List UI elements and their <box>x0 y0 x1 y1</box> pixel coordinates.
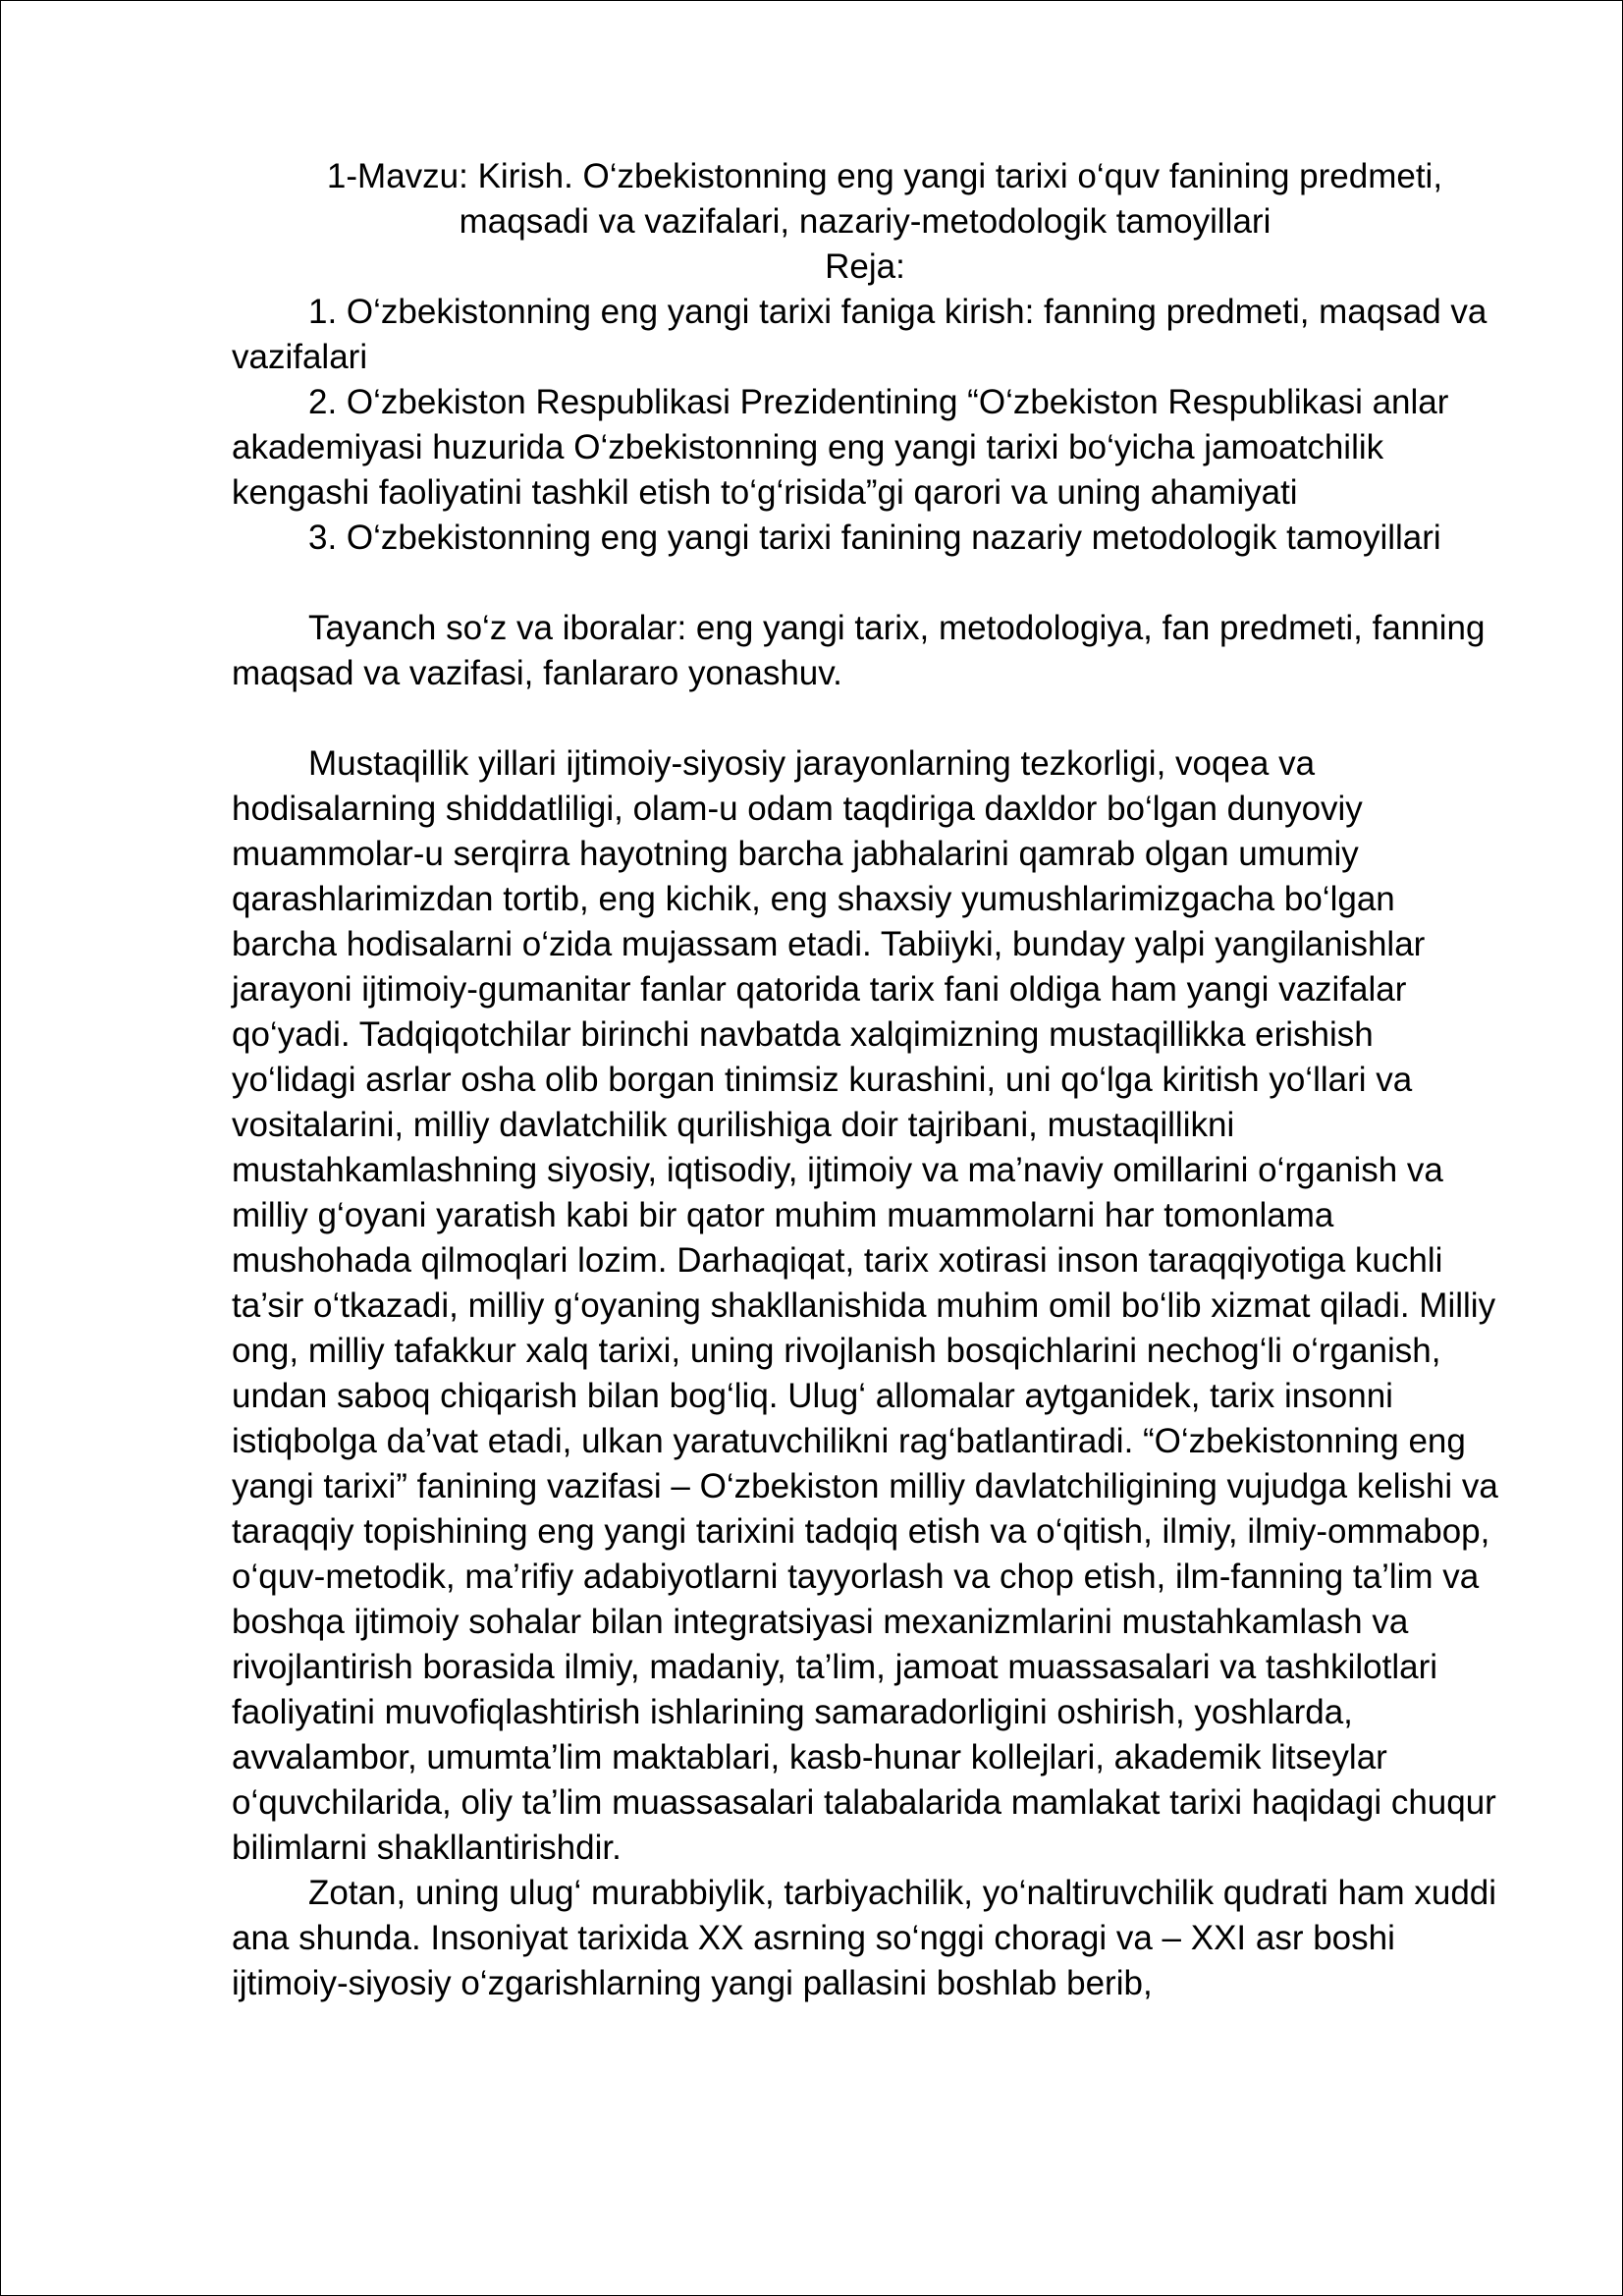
spacer <box>232 561 1498 606</box>
document-body <box>232 154 1498 2006</box>
title-line-1: 1-Mavzu: Kirish. O‘zbekistonning eng yangi tarixi o‘quv fanining predmeti, <box>326 157 1443 195</box>
plan-heading: Reja: <box>825 247 905 286</box>
keywords-paragraph: Tayanch so‘z va iboralar: eng yangi tarix, metodologiya, fan predmeti, fanning maqsad va vazifasi, fanlararo yonashuv. <box>232 609 1486 692</box>
document-title <box>232 154 1498 245</box>
body-paragraph-2: Zotan, uning ulug‘ murabbiylik, tarbiyachilik, yo‘naltiruvchilik qudrati ham xuddi ana shunda. Insoniyat tarixida XX asrning so‘nggi choragi va – XXI asr boshi ijtimoiy-siyosiy o‘zgarishlarning yangi pallasini boshlab berib, <box>232 1874 1497 2002</box>
title-line-2: maqsadi va vazifalari, nazariy-metodologik tamoyillari <box>459 202 1271 241</box>
plan-item-2: 2. O‘zbekiston Respublikasi Prezidentining “O‘zbekiston Respublikasi anlar akademiyasi huzurida O‘zbekistonning eng yangi tarixi bo‘yicha jamoatchilik kengashi faoliyatini tashkil etish to‘g‘risida”gi qarori va uning ahamiyati <box>232 383 1449 512</box>
spacer <box>232 696 1498 741</box>
plan-item-3: 3. O‘zbekistonning eng yangi tarixi fanining nazariy metodologik tamoyillari <box>308 519 1441 557</box>
plan-item-1: 1. O‘zbekistonning eng yangi tarixi faniga kirish: fanning predmeti, maqsad va vazifalari <box>232 293 1488 376</box>
body-paragraph-1: Mustaqillik yillari ijtimoiy-siyosiy jarayonlarning tezkorligi, voqea va hodisalarning shiddatliligi, olam-u odam taqdiriga daxldor bo‘lgan dunyoviy muammolar-u serqirra hayotning barcha jabhalarini qamrab olgan umumiy qarashlarimizdan tortib, eng kichik, eng shaxsiy yumushlarimizgacha bo‘lgan barcha hodisalarni o‘zida mujassam etadi. Tabiiyki, bunday yalpi yangilanishlar jarayoni ijtimoiy-gumanitar fanlar qatorida tarix fani oldiga ham yangi vazifalar qo‘yadi. Tadqiqotchilar birinchi navbatda xalqimizning mustaqillikka erishish yo‘lidagi asrlar osha olib borgan tinimsiz kurashini, uni qo‘lga kiritish yo‘llari va vositalarini, milliy davlatchilik qurilishiga doir tajribani, mustaqillikni mustahkamlashning siyosiy, iqtisodiy, ijtimoiy va ma’naviy omillarini o‘rganish va milliy g‘oyani yaratish kabi bir qator muhim muammolarni har tomonlama mushohada qilmoqlari lozim. Darhaqiqat, tarix xotirasi inson taraqqiyotiga kuchli ta’sir o‘tkazadi, milliy g‘oyaning shakllanishida muhim omil bo‘lib xizmat qiladi. Milliy ong, milliy tafakkur xalq tarixi, uning rivojlanish bosqichlarini nechog‘li o‘rganish, undan saboq chiqarish bilan bog‘liq. Ulug‘ allomalar aytganidek, tarix insonni istiqbolga da’vat etadi, ulkan yaratuvchilikni rag‘batlantiradi. “O‘zbekistonning eng yangi tarixi” fanining vazifasi – O‘zbekiston milliy davlatchiligining vujudga kelishi va taraqqiy topishining eng yangi tarixini tadqiq etish va o‘qitish, ilmiy, ilmiy-ommabop, o‘quv-metodik, ma’rifiy adabiyotlarni tayyorlash va chop etish, ilm-fanning ta’lim va boshqa ijtimoiy sohalar bilan integratsiyasi mexanizmlarini mustahkamlash va rivojlantirish borasida ilmiy, madaniy, ta’lim, jamoat muassasalari va tashkilotlari faoliyatini muvofiqlashtirish ishlarining samaradorligini oshirish, yoshlarda, avvalambor, umumta’lim maktablari, kasb-hunar kollejlari, akademik litseylar o‘quvchilarida, oliy ta’lim muassasalari talabalarida mamlakat tarixi haqidagi chuqur bilimlarni shakllantirishdir. <box>232 744 1498 1867</box>
